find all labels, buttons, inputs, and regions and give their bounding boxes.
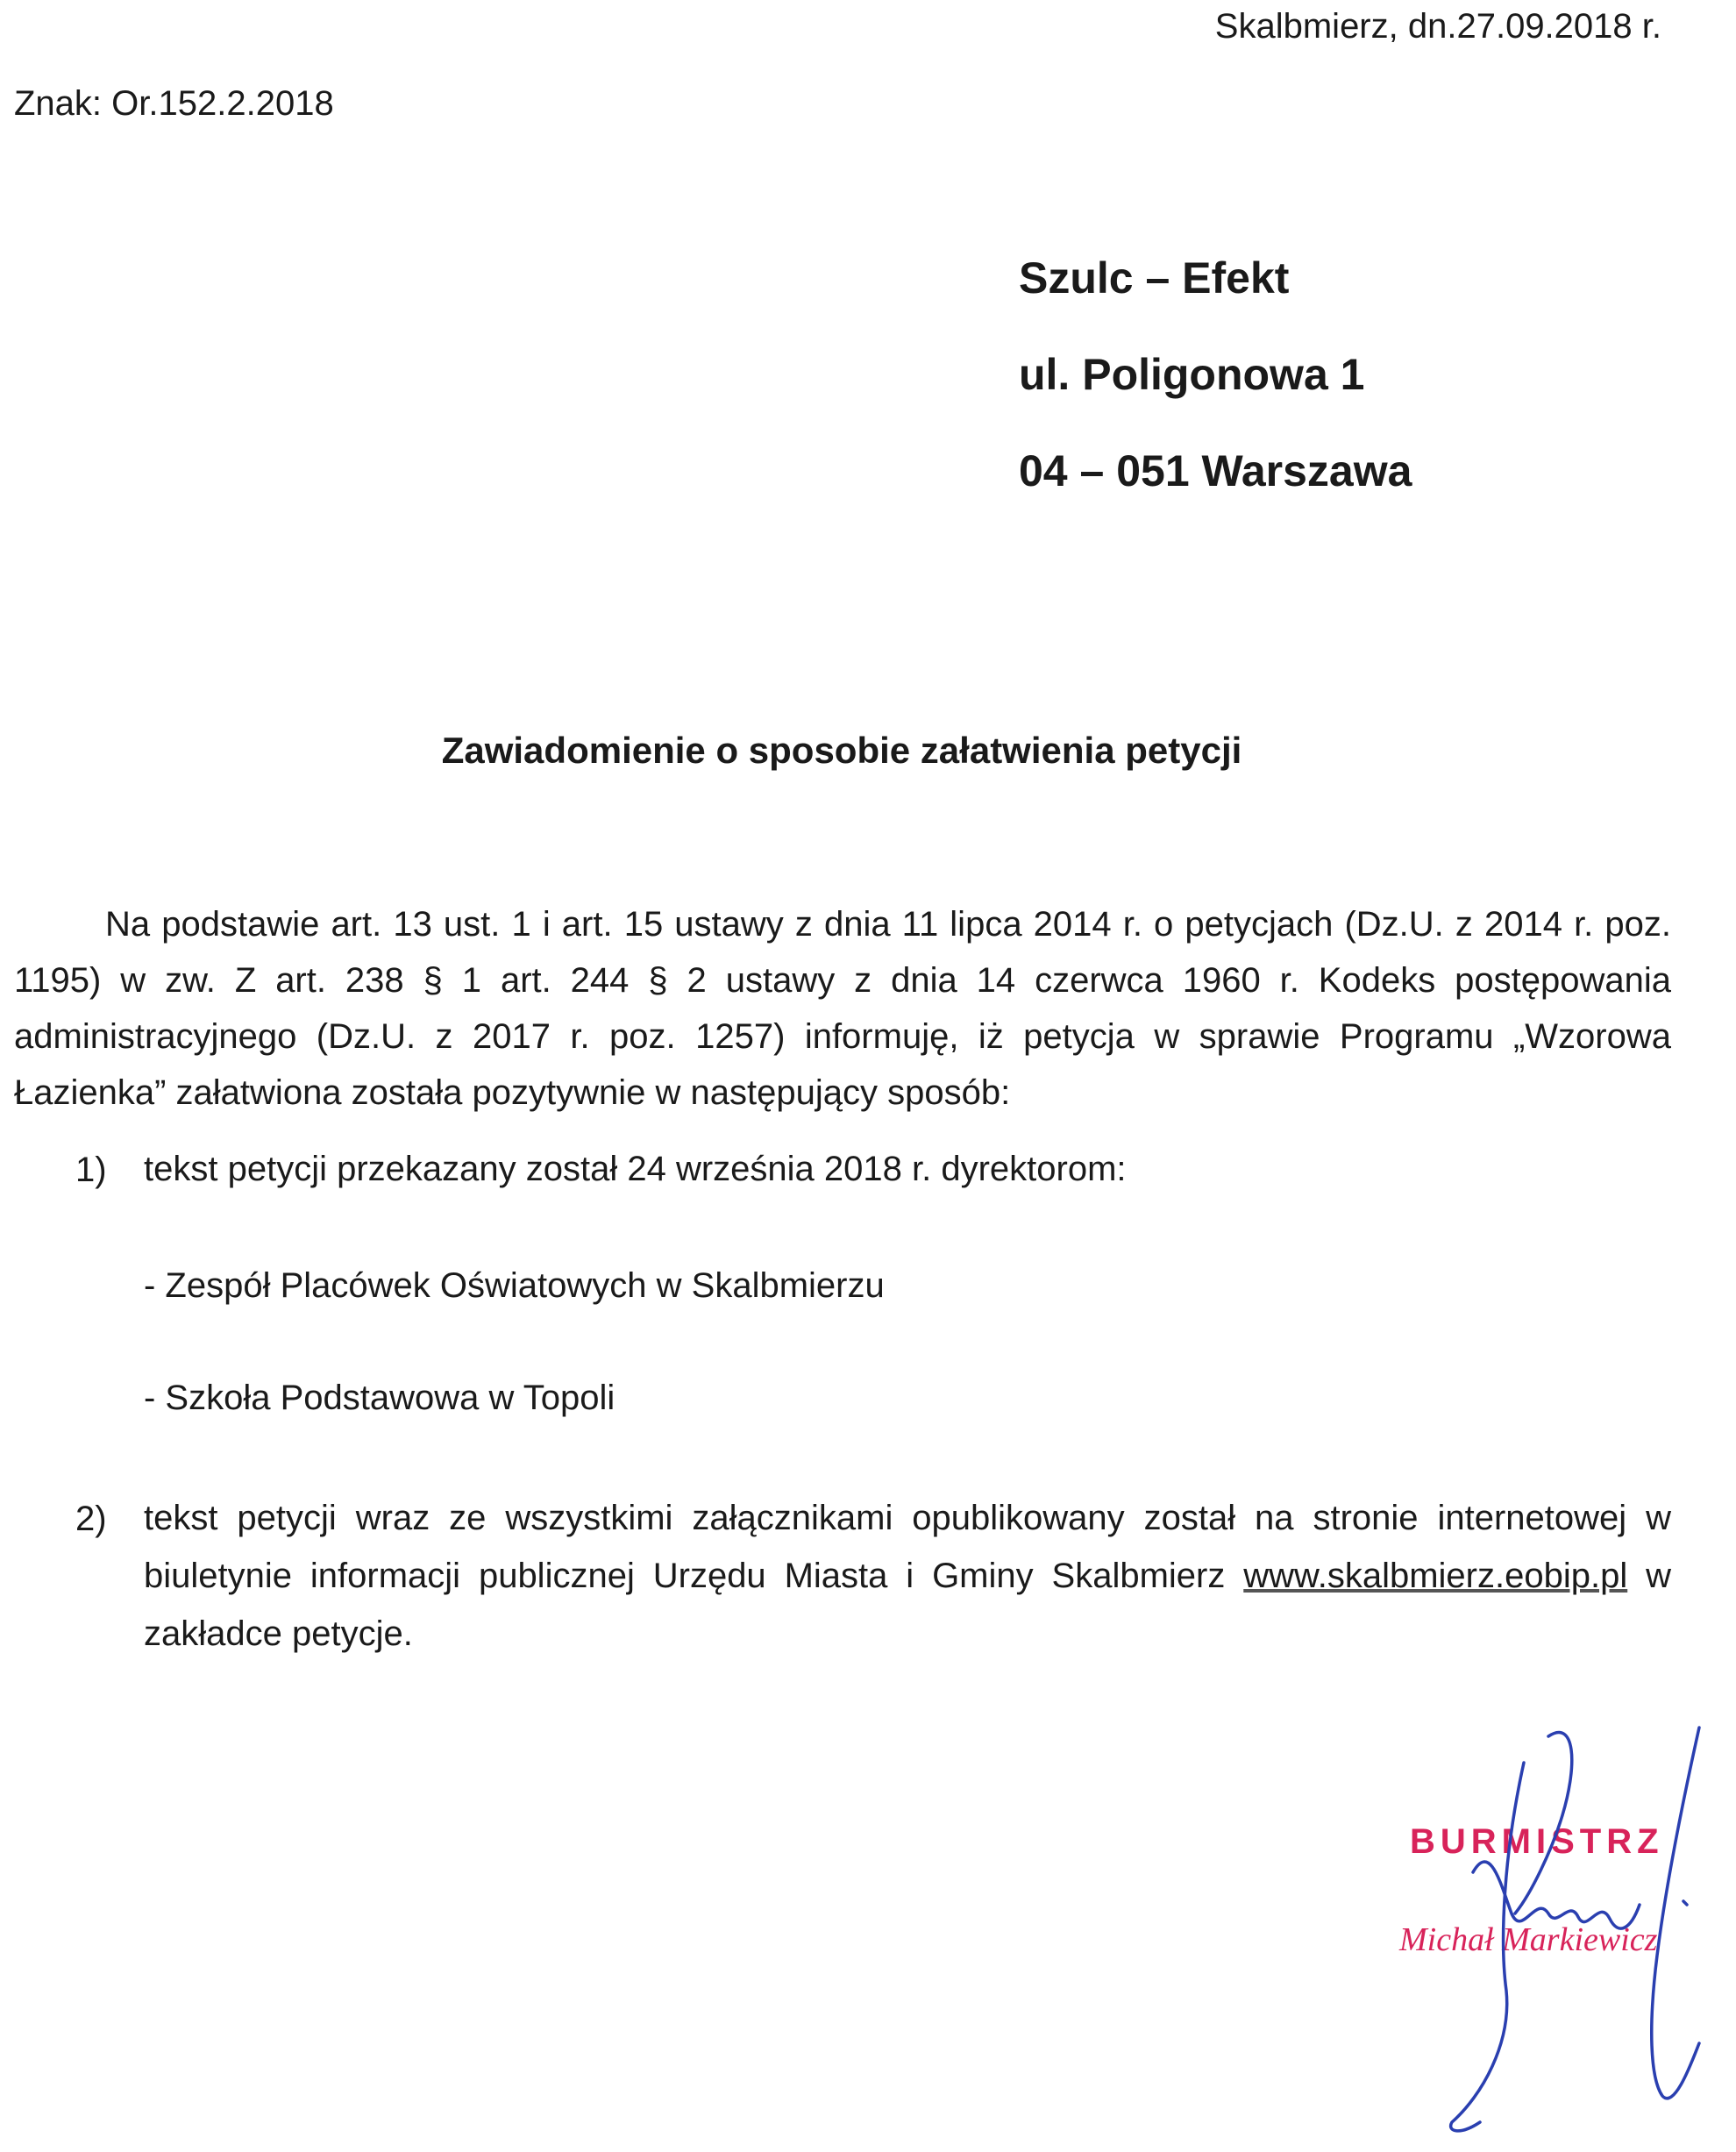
body-paragraph: Na podstawie art. 13 ust. 1 i art. 15 ustawy z dnia 11 lipca 2014 r. o petycjach (Dz.U. z 2014 r. poz. 1195) w zw. Z art. 238 § 1 art. 244 § 2 ustawy z dnia 14 czerwca 1960 r. Kodeks postępowania administracyjnego (Dz.U. z 2017 r. poz. 1257) informuję, iż petycja w sprawie Programu „Wzorowa Łazienka” załatwiona została pozytywnie w następujący sposób: [14,905,1671,1112]
list-number: 2) [75,1500,107,1538]
list-number: 1) [75,1151,107,1189]
place-date: Skalbmierz, dn.27.09.2018 r. [1214,7,1661,46]
handwritten-signature [1420,1710,1718,2148]
recipient-school: - Zespół Placówek Oświatowych w Skalbmierzu [144,1266,885,1305]
stamp-title: BURMISTRZ [1410,1822,1664,1861]
list-item-text [144,1489,1671,1663]
recipient-city: 04 – 051 Warszawa [1019,446,1412,495]
recipient-street: ul. Poligonowa 1 [1019,350,1365,399]
list-item-text: tekst petycji przekazany został 24 września 2018 r. dyrektorom: [144,1150,1127,1188]
list-item-text-start: tekst petycji wraz ze wszystkimi załącznikami opublikowany został na stronie internetowej w biuletynie informacji publicznej Urzędu Miasta i Gminy Skalbmierz [144,1499,1671,1595]
reference-number: Znak: Or.152.2.2018 [14,84,334,123]
recipient-name: Szulc – Efekt [1019,253,1290,303]
recipient-school: - Szkoła Podstawowa w Topoli [144,1379,615,1417]
document-title: Zawiadomienie o sposobie załatwienia petycji [441,730,1242,771]
bip-website-link[interactable]: www.skalbmierz.eobip.pl [1243,1557,1628,1595]
list-item-text-end: w zakładce petycje. [144,1557,1672,1653]
stamp-name: Michał Markiewicz [1399,1921,1658,1958]
